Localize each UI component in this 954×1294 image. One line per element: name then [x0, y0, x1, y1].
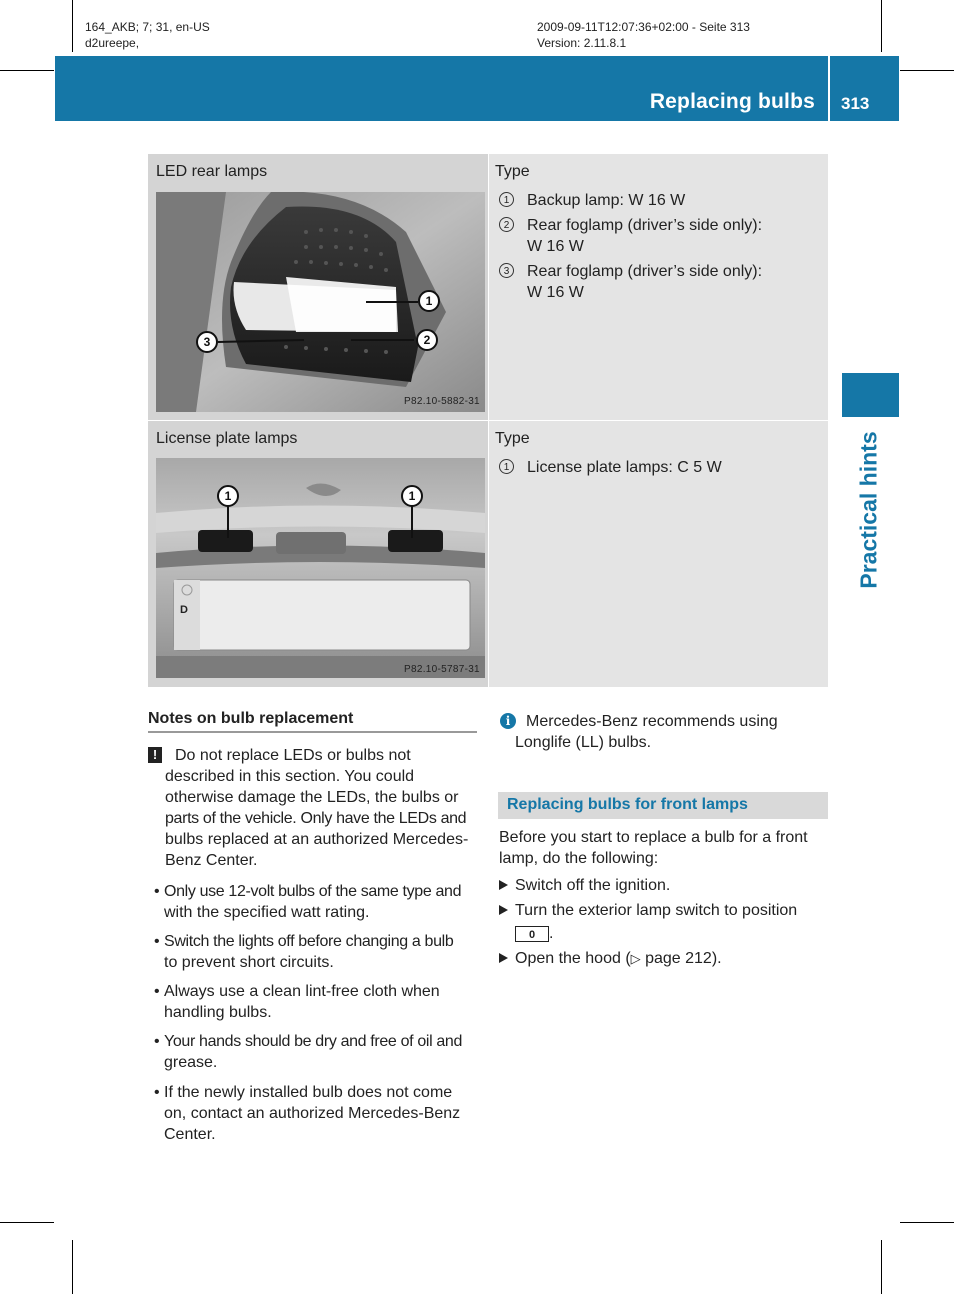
switch-position-key: 0	[515, 926, 549, 942]
crop-mark	[900, 1222, 954, 1223]
front-lamps-intro	[499, 827, 829, 869]
bullet: •	[154, 983, 160, 1000]
print-meta-line: 2009-09-11T12:07:36+02:00 - Seite 313	[537, 20, 750, 34]
bullet: •	[154, 1033, 160, 1050]
info-note	[500, 711, 830, 753]
list-line: with the specified watt rating.	[164, 904, 370, 921]
item-text: Rear foglamp (driver’s side only):	[527, 263, 763, 280]
step-arrow-icon	[499, 905, 508, 915]
type-item	[499, 215, 819, 257]
print-meta-line: d2ureepe,	[85, 36, 140, 50]
type-label: Type	[495, 163, 530, 180]
callout-1: 1	[418, 290, 440, 312]
print-meta-left	[85, 19, 210, 51]
page-title: Replacing bulbs	[649, 90, 815, 113]
item-text: W 16 W	[527, 238, 584, 255]
list-line: handling bulbs.	[164, 1004, 272, 1021]
step-text-suffix: .	[549, 925, 554, 942]
list-item	[154, 881, 484, 923]
warning-icon: !	[148, 747, 162, 763]
print-meta-line: 164_AKB; 7; 31, en-US	[85, 20, 210, 34]
item-number: 3	[499, 263, 514, 278]
warning-line: Do not replace LEDs or bulbs not	[175, 747, 411, 764]
list-line: to prevent short circuits.	[164, 954, 334, 971]
callout-3: 3	[196, 331, 218, 353]
list-line: Switch the lights off before changing a bulb	[164, 933, 454, 950]
step-item	[499, 875, 829, 896]
type-label: Type	[495, 430, 530, 447]
photo-id: P82.10-5882-31	[404, 396, 480, 407]
step-text: Turn the exterior lamp switch to position	[515, 902, 798, 919]
list-item	[154, 1082, 484, 1145]
license-lamp-illustration	[156, 458, 485, 678]
warning-note	[148, 745, 480, 871]
list-line: on, contact an authorized Mercedes-Benz	[164, 1105, 461, 1122]
side-tab-label: Practical hints	[855, 431, 882, 589]
warning-line: Benz Center.	[165, 852, 258, 869]
page-number: 313	[841, 94, 870, 113]
item-number: 1	[499, 459, 514, 474]
photo-id: P82.10-5787-31	[404, 664, 480, 675]
print-meta-line: Version: 2.11.8.1	[537, 36, 627, 50]
step-arrow-icon	[499, 953, 508, 963]
item-text: W 16 W	[527, 284, 584, 301]
page-ref-link[interactable]: page 212).	[640, 950, 722, 967]
list-item	[154, 981, 484, 1023]
info-line: Mercedes-Benz recommends using	[526, 713, 778, 730]
crop-mark	[0, 1222, 54, 1223]
lamp-name: License plate lamps	[156, 430, 298, 447]
warning-line: otherwise damage the LEDs, the bulbs or	[165, 789, 459, 806]
license-lamp-photo	[156, 458, 485, 678]
info-line: Longlife (LL) bulbs.	[515, 734, 652, 751]
crop-mark	[881, 0, 882, 52]
list-item	[154, 931, 484, 973]
crop-mark	[900, 70, 954, 71]
heading-rule	[148, 731, 477, 733]
bullet: •	[154, 883, 160, 900]
list-line: Center.	[164, 1126, 216, 1143]
page-header	[55, 56, 899, 121]
bullet: •	[154, 933, 160, 950]
table-col-divider	[488, 154, 489, 687]
list-line: Your hands should be dry and free of oil and	[164, 1033, 463, 1050]
callout-2: 2	[416, 329, 438, 351]
step-text: Open the hood (	[515, 950, 631, 967]
type-item	[499, 190, 819, 211]
lamp-name: LED rear lamps	[156, 163, 268, 180]
crop-mark	[0, 70, 54, 71]
intro-line: Before you start to replace a bulb for a front	[499, 829, 808, 846]
side-tab-marker	[842, 373, 899, 417]
callout-1: 1	[401, 485, 423, 507]
callout-1: 1	[217, 485, 239, 507]
warning-line: parts of the vehicle. Only have the LEDs and	[165, 810, 467, 827]
print-meta-right	[537, 19, 750, 51]
item-text: Rear foglamp (driver’s side only):	[527, 217, 763, 234]
item-number: 2	[499, 217, 514, 232]
crop-mark	[72, 0, 73, 52]
bullet: •	[154, 1084, 160, 1101]
header-divider	[828, 56, 830, 121]
crop-mark	[72, 1240, 73, 1294]
step-key-line	[515, 923, 829, 944]
step-item	[499, 948, 829, 970]
front-lamps-heading-bar	[498, 792, 828, 819]
intro-line: lamp, do the following:	[499, 850, 659, 867]
item-text: Backup lamp: W 16 W	[527, 192, 686, 209]
plate-letter: D	[180, 604, 189, 616]
list-line: Only use 12-volt bulbs of the same type and	[164, 883, 462, 900]
list-line: grease.	[164, 1054, 218, 1071]
item-text: License plate lamps: C 5 W	[527, 459, 722, 476]
info-icon: i	[500, 713, 516, 729]
step-item	[499, 900, 829, 944]
step-arrow-icon	[499, 880, 508, 890]
front-lamps-heading: Replacing bulbs for front lamps	[507, 796, 748, 813]
item-number: 1	[499, 192, 514, 207]
list-item	[154, 1031, 484, 1073]
type-item	[499, 457, 819, 478]
step-text: Switch off the ignition.	[515, 877, 671, 894]
crop-mark	[881, 1240, 882, 1294]
type-item	[499, 261, 819, 303]
list-line: Always use a clean lint-free cloth when	[164, 983, 440, 1000]
warning-line: bulbs replaced at an authorized Mercedes-	[165, 831, 469, 848]
notes-heading: Notes on bulb replacement	[148, 710, 354, 727]
rear-lamp-photo	[156, 192, 485, 412]
page-ref-icon: ▷	[630, 952, 641, 967]
list-line: If the newly installed bulb does not come	[164, 1084, 453, 1101]
warning-line: described in this section. You could	[165, 768, 415, 785]
